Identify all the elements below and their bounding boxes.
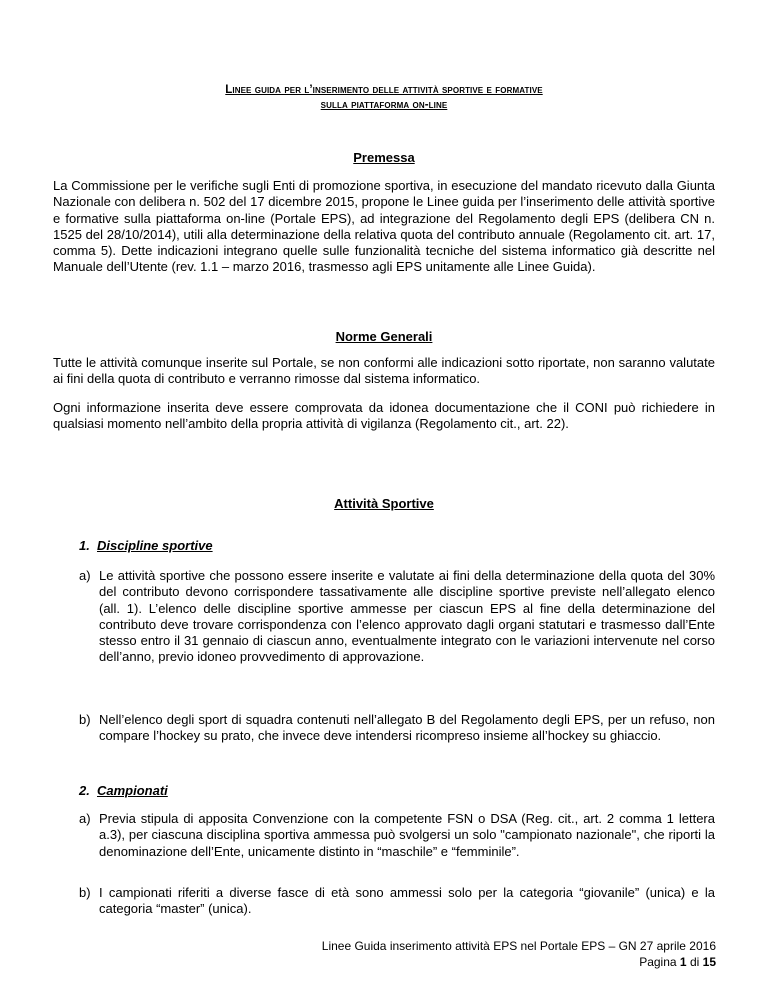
section-title: Discipline sportive [97,538,213,553]
section-heading-discipline [79,538,213,553]
norme-heading: Norme Generali [335,329,433,344]
list-item [79,885,715,918]
premessa-text-2: Dette indicazioni integrano quelle sulle funzionalità tecniche del sistema informatico già descritte nel Manuale dell’Utente (rev. 1.1 – marzo 2016, trasmesso agli EPS unitamente alle Linee Guida). [53,243,715,275]
document-title-line1: Linee guida per l’inserimento delle attività sportive e formative [225,84,543,96]
page-current: 1 [679,955,687,969]
item-text: Nell’elenco degli sport di squadra contenuti nell’allegato B del Regolamento degli EPS, per un refuso, non compare l’hockey su prato, che invece deve intendersi ricompreso insieme all’hockey su ghiaccio. [99,712,715,744]
list-item [79,811,715,860]
section-heading-campionati [79,783,168,798]
item-label: b) [79,712,91,727]
section-number: 1. [79,538,90,553]
premessa-heading: Premessa [353,150,415,165]
item-label: b) [79,885,91,900]
item-text: I campionati riferiti a diverse fasce di età sono ammessi solo per la categoria “giovanile” (unica) e la categoria “master” (unica). [99,885,715,917]
section-number: 2. [79,783,90,798]
norme-paragraph-1: Tutte le attività comunque inserite sul Portale, se non conformi alle indicazioni sotto riportate, non saranno valutate ai fini della quota di contributo e verranno rimosse dal sistema informatico. [53,355,715,387]
page-total: 15 [702,955,716,969]
item-text: Le attività sportive che possono essere inserite e valutate ai fini della determinazione della quota del 30% del contributo devono corrispondere tassativamente alle discipline sportive previste nell’allegato elenco (all. 1). L’elenco delle discipline sportive ammesse per ciascun EPS al fine della determinazione del contributo deve trovare corrispondenza con l’elenco approvato dagli organi statutari e trasmesso dall’Ente stesso entro il 31 gennaio di ciascun anno, eventualmente integrato con le variazioni intervenute nel corso dell’anno, previo idoneo provvedimento di approvazione. [99,568,715,665]
page-of: di [689,955,700,969]
item-label: a) [79,811,91,826]
premessa-text: La Commissione per le verifiche sugli Enti di promozione sportiva, in esecuzione del mandato ricevuto dalla Giunta Nazionale con delibera n. 502 del 17 dicembre 2015, propone le Linee guida per l’inserimento delle attività sportive e formative sulla piattaforma on-line (Portale EPS), ad integrazione del Regolamento degli EPS (delibera CN n. 1525 del 28/10/2014), utili alla determinazione della relativa quota del contributo annuale (Regolamento cit. art. 17, comma 5). [53,178,715,259]
section-title: Campionati [97,783,168,798]
document-title-line2: sulla piattaforma on-line [320,99,448,111]
page-label: Pagina [639,955,677,969]
list-item [79,712,715,745]
item-label: a) [79,568,91,583]
footer-line: Linee Guida inserimento attività EPS nel Portale EPS – GN 27 aprile 2016 [321,939,716,953]
list-item [79,568,715,666]
premessa-paragraph [53,178,715,276]
page-footer [322,938,716,970]
norme-paragraph-2: Ogni informazione inserita deve essere comprovata da idonea documentazione che il CONI può richiedere in qualsiasi momento nell’ambito della propria attività di vigilanza (Regolamento cit., art. 22). [53,400,715,432]
item-text: Previa stipula di apposita Convenzione con la competente FSN o DSA (Reg. cit., art. 2 comma 1 lettera a.3), per ciascuna disciplina sportiva ammessa può svolgersi un solo "campionato nazionale", che riporti la denominazione dell’Ente, unicamente distinto in “maschile” e “femminile”. [99,811,715,859]
attivita-heading: Attività Sportive [334,496,434,511]
page-number [322,954,716,970]
